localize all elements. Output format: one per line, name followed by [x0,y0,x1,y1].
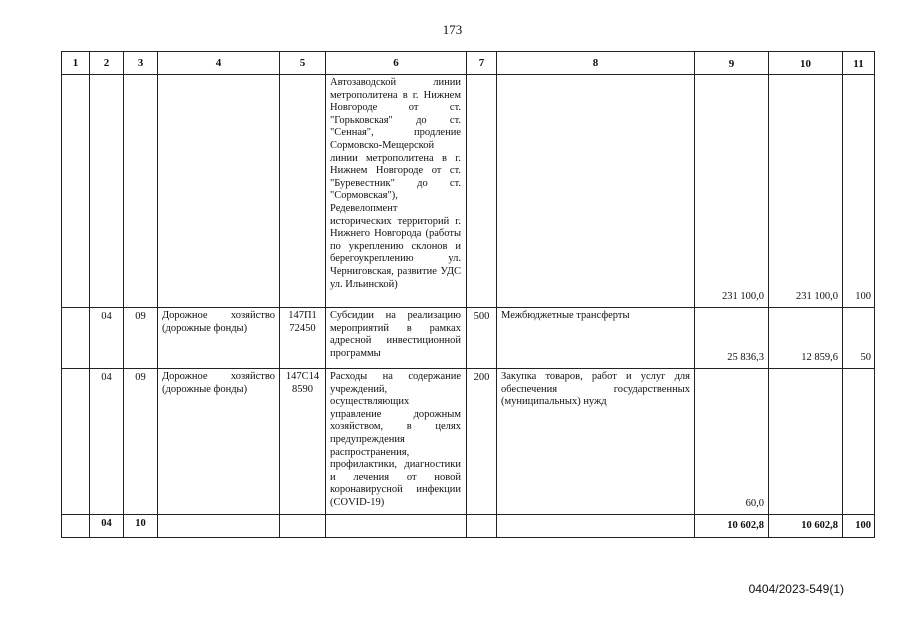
cell-amount-actual: 12 859,6 [769,308,843,369]
cell-section [90,75,124,308]
cell-percent: 100 [843,515,875,538]
cell-target-code [280,75,326,308]
cell-amount-planned: 60,0 [695,369,769,515]
cell-subsection: 10 [124,515,158,538]
cell-amount-actual: 10 602,8 [769,515,843,538]
header-row [62,52,875,75]
cell-expense-type: 200 [467,369,497,515]
cell-expense-type [467,515,497,538]
cell-description: Субсидии на реализацию мероприятий в рамках адресной инвестиционной программы [326,308,467,369]
cell-section: 04 [90,515,124,538]
cell-description [326,515,467,538]
cell-expense-name: Межбюджетные трансферты [497,308,695,369]
cell-section-name: Дорожное хозяйство (дорожные фонды) [158,308,280,369]
cell-percent: 100 [843,75,875,308]
cell-expense-name [497,515,695,538]
cell-target-code: 147С14 8590 [280,369,326,515]
header-col-4: 4 [158,52,280,75]
header-col-9: 9 [695,52,769,75]
cell-amount-actual [769,369,843,515]
header-col-1: 1 [62,52,90,75]
header-col-7: 7 [467,52,497,75]
header-col-10: 10 [769,52,843,75]
header-col-11: 11 [843,52,875,75]
cell-section: 04 [90,369,124,515]
cell-expense-name: Закупка товаров, работ и услуг для обеспечения государственных (муниципальных) нужд [497,369,695,515]
cell-percent: 50 [843,308,875,369]
header-col-5: 5 [280,52,326,75]
table-row [62,75,875,308]
cell-description: Расходы на содержание учреждений, осуществляющих управление дорожным хозяйством, в целях предупреждения распространения, профилактики, диагностики и лечения от новой коронавирусной инфекции (COVID-19) [326,369,467,515]
document-id: 0404/2023-549(1) [748,582,844,596]
cell-description: Автозаводской линии метрополитена в г. Нижнем Новгороде от ст. "Горьковская" до ст. "Сенная", продление Сормовско-Мещерской линии метрополитена в г. Нижнем Новгороде от ст. "Буревестник" до ст. "Сормовская"), Редевелопмент исторических территорий г. Нижнего Новгорода (работы по укреплению склонов и берегоукреплению ул. Черниговская, развитие УДС ул. Ильинской) [326,75,467,308]
cell-section-name: Дорожное хозяйство (дорожные фонды) [158,369,280,515]
cell-col-1 [62,369,90,515]
cell-target-code: 147П1 72450 [280,308,326,369]
cell-expense-type: 500 [467,308,497,369]
cell-section: 04 [90,308,124,369]
table-row-total [62,515,875,538]
cell-col-1 [62,75,90,308]
cell-amount-planned: 25 836,3 [695,308,769,369]
header-col-8: 8 [497,52,695,75]
cell-percent [843,369,875,515]
cell-col-1 [62,515,90,538]
header-col-6: 6 [326,52,467,75]
table-row [62,308,875,369]
header-col-3: 3 [124,52,158,75]
budget-table [61,51,875,538]
cell-subsection: 09 [124,308,158,369]
cell-section-name [158,515,280,538]
cell-amount-planned: 231 100,0 [695,75,769,308]
cell-amount-planned: 10 602,8 [695,515,769,538]
cell-amount-actual: 231 100,0 [769,75,843,308]
page-number: 173 [442,22,463,37]
table-row [62,369,875,515]
cell-expense-name [497,75,695,308]
cell-subsection: 09 [124,369,158,515]
cell-subsection [124,75,158,308]
cell-target-code [280,515,326,538]
cell-expense-type [467,75,497,308]
cell-col-1 [62,308,90,369]
header-col-2: 2 [90,52,124,75]
cell-section-name [158,75,280,308]
